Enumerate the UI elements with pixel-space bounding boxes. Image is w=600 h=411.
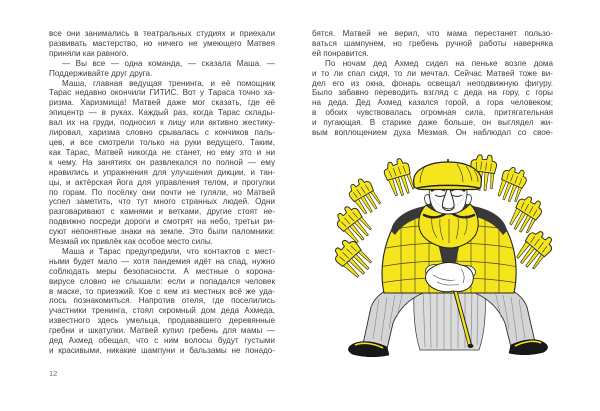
page-number: 12 [49,369,58,378]
text-line: суют непонятные знаки на земле. Это были паломники: [49,227,275,237]
text-line: приняли как равного. [49,48,129,58]
text-line: гребни и шкатулки. Матвей купил гребень для мамы — [49,326,275,336]
text-line: Маша и Тарас предупредили, что контактов с мест- [62,246,275,256]
text-line: успел заметить, что тут много странных людей. Одни [49,197,275,207]
text-line: дед Ахмед обещал, что с ним волосы будут густыми [49,336,275,346]
text-line: соблюдать меры безопасности. А местные о корона- [49,266,275,276]
paragraph [312,29,553,59]
page-right [312,0,553,411]
text-line: и то ли спал сидя, то ли мечтал. Сейчас Матвей тоже ви- [312,68,553,78]
hands [426,263,476,292]
text-line: все они занимались в театральных студиях и приехали [49,29,275,38]
text-line: лировал, харизма словно срывалась с кончиков паль- [49,128,275,138]
text-line: развивать мастерство, но ничего не умеющего Матвея [49,38,275,48]
text-line: ваться шампунем, но гребень ручной работы наверняка [312,38,553,48]
text-line: вым воплощением духа Мезмая. Он наблюдал со свое- [312,128,553,138]
text-line: Было забавно переводить взгляд с деда на гору, с горы [312,88,553,98]
text-line: — Вы все — одна команда, — сказала Маша. — [62,58,275,68]
text-line: ными будет мало — хотя пандемия идёт на спад, нужно [49,256,275,266]
paragraph [49,29,275,59]
text-line: в обоих чувствовалась огромная сила, притягательная [312,108,553,118]
text-line: и пугающая. В старике даже больше, он выглядел жи- [312,118,553,128]
text-line: цы, и актёрская йога для управления телом, и прогулки [49,177,275,187]
text-line: по горам. По посёлку они почти не гуляли, но Матвей [49,187,275,197]
text-line: разговаривают с камнями и ветками, другие стоят не- [49,207,275,217]
text-line: ей понравится. [312,48,369,58]
text-line: подвижно посреди дороги и смотрят на небо, третьи ри- [49,217,275,227]
page-right-text [312,29,553,138]
text-line: лось познакомиться. Напротив отеля, где поселились [49,296,275,306]
text-line: Мезмай их привлёк как особое место силы. [49,237,213,247]
text-line: вал их на груди, подносил к лицу или активно жестику- [49,118,275,128]
page-left [49,0,275,411]
paragraph [49,247,275,356]
text-line: ризма. Харизмища! Матвей даже мог сказать, где её [49,98,275,108]
text-line: Тарас недавно окончили ГИТИС. Вот у Тараса точно ха- [49,88,275,98]
text-line: участники тренинга, стоял скромный дом деда Ахмеда, [49,306,275,316]
page-left-text [49,29,275,356]
text-line: как Тарас, Матвей никогда не станет, но ему это и ни [49,147,275,157]
text-line: на деда. Дед Ахмед казался горой, а гора человеком; [312,98,553,108]
text-line: цев, и все смотрели только на руки ведущего. Таким, [49,137,275,147]
text-line: нравились и упражнения для улучшения дикции, и тан- [49,167,275,177]
text-line: и красивыми, никакие шампуни и бальзамы не понадо- [49,346,275,355]
text-line: эпицентр — в руках. Каждый раз, когда Тарас склады- [49,108,275,118]
paragraph [49,79,275,247]
text-line: в маске, то приезжий. Кое с кем из местных всё же уда- [49,286,275,296]
paragraph [49,59,275,79]
text-line: По ночам дед Ахмед сидел на пеньке возле дома [325,58,553,68]
text-line: дел его из окна, фонарь освещал неподвижную фигуру. [312,78,553,88]
paragraph [312,59,553,138]
text-line: к чему. На занятиях он развлекался по полной — ему [49,157,275,167]
text-line: Поддерживайте друг друга. [49,68,153,78]
text-line: Маша, главная ведущая тренинга, и её помощник [62,78,275,88]
text-line: вирусе словно не слышали: если и попадался человек [49,276,275,286]
illustration-ded-akhmed [329,151,557,369]
text-line: бятся. Матвей не верил, что мама перестанет пользо- [312,29,553,38]
text-line: известного здесь умельца, продававшего деревянные [49,316,275,326]
